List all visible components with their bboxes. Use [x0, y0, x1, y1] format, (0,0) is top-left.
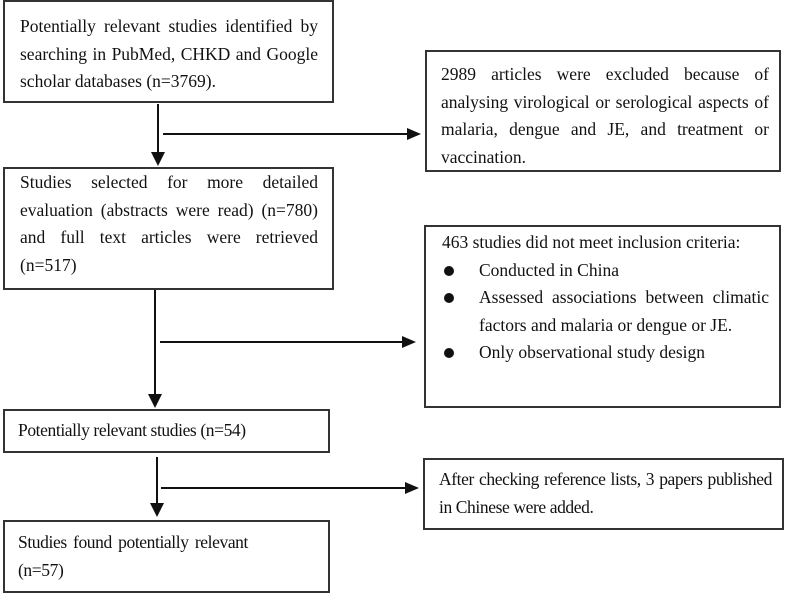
arrow-3-horizontal	[161, 487, 407, 489]
node-excluded-1	[425, 50, 781, 172]
node-added	[423, 458, 784, 530]
node-relevant-54-text: Potentially relevant studies (n=54)	[18, 420, 246, 440]
node-relevant-54	[3, 409, 330, 453]
node-final	[3, 520, 330, 593]
node-added-text: After checking reference lists, 3 papers published in Chinese were added.	[439, 469, 772, 517]
arrow-1-right-head-icon	[407, 128, 421, 140]
node-excluded-1-text: 2989 articles were excluded because of analysing virological or serological aspects of malaria, dengue and JE, and treatment or vaccination.	[441, 64, 769, 167]
arrow-2-down-head-icon	[148, 394, 162, 408]
arrow-3-vertical	[156, 457, 158, 505]
node-excluded-2-heading: 463 studies did not meet inclusion criteria:	[442, 232, 741, 252]
arrow-3-down-head-icon	[150, 503, 164, 517]
node-selected	[3, 167, 334, 290]
node-excluded-2	[424, 225, 781, 408]
arrow-2-horizontal	[160, 341, 404, 343]
arrow-1-down-head-icon	[151, 152, 165, 166]
arrow-1-vertical	[157, 104, 159, 154]
node-identified	[3, 0, 334, 103]
criteria-list	[442, 257, 769, 367]
bullet-icon	[444, 266, 454, 276]
arrow-1-horizontal	[163, 133, 409, 135]
bullet-icon	[444, 293, 454, 303]
arrow-2-right-head-icon	[402, 336, 416, 348]
node-selected-text: Studies selected for more detailed evaluation (abstracts were read) (n=780) and full text articles were retrieved (n=517)	[20, 172, 318, 275]
arrow-2-vertical	[154, 290, 156, 396]
bullet-icon	[444, 348, 454, 358]
criteria-item: Only observational study design	[442, 339, 769, 367]
node-final-text: Studies found potentially relevant (n=57)	[18, 532, 248, 580]
node-identified-text: Potentially relevant studies identified by searching in PubMed, CHKD and Google scholar databases (n=3769).	[20, 16, 318, 91]
criteria-item: Assessed associations between climatic factors and malaria or dengue or JE.	[442, 284, 769, 339]
criteria-item: Conducted in China	[442, 257, 769, 285]
arrow-3-right-head-icon	[405, 482, 419, 494]
